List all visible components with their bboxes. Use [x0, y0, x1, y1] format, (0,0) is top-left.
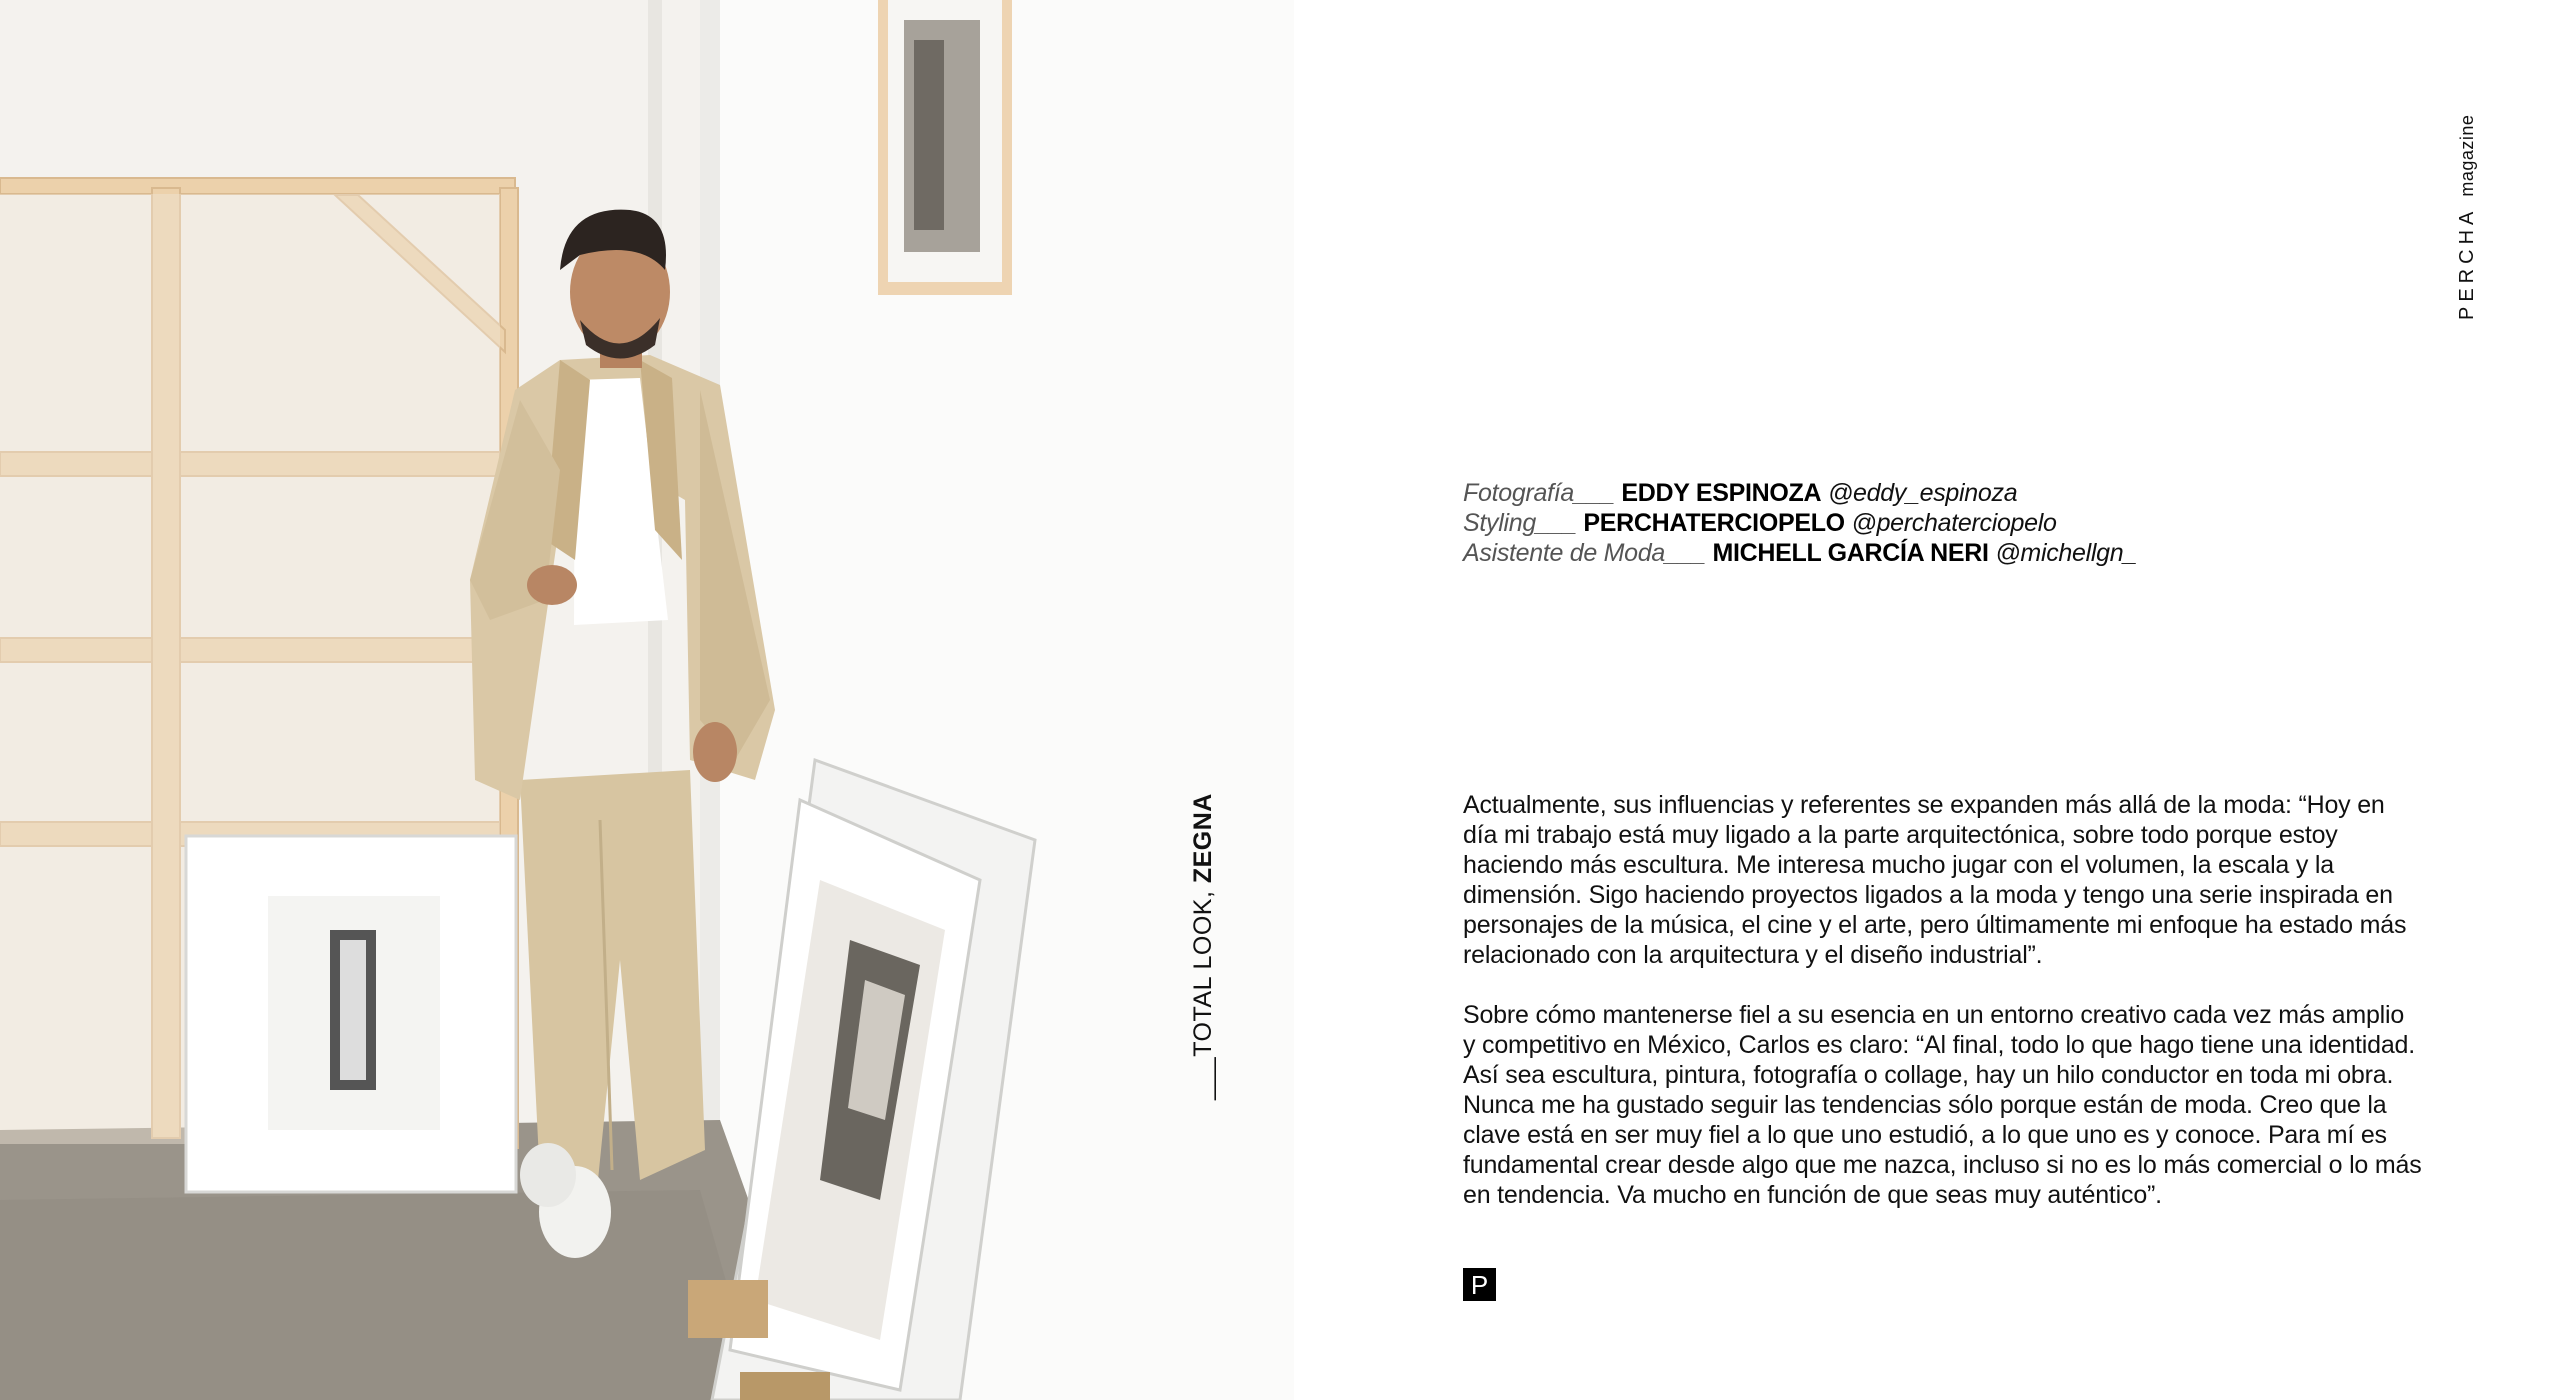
brand-name: PERCHA — [2456, 206, 2478, 320]
article-paragraph: Actualmente, sus influencias y referentes se expanden más allá de la moda: “Hoy en día mi trabajo está muy ligado a la parte arquitectónica, sobre todo porque estoy haciendo más escultura. Me interesa mucho jugar con el volumen, la escala y la dimensión. Sigo haciendo proyectos ligados a la moda y tengo una serie inspirada en personajes de la música, el cine y el arte, pero últimamente mi enfoque ha estado más relacionado con la arquitectura y el diseño industrial”. — [1463, 791, 2407, 969]
credit-handle: @eddy_espinoza — [1827, 479, 2018, 507]
article-paragraph: Sobre cómo mantenerse fiel a su esencia en un entorno creativo cada vez más amplio y competitivo en México, Carlos es claro: “Al final, todo lo que hago tiene una identidad. Así sea escultura, pintura, fotografía o collage, hay un hilo conductor en toda mi obra. Nunca me ha gustado seguir las tendencias sólo porque están de moda. Creo que la clave está en ser muy fiel a lo que uno estudió, a lo que uno es y conoce. Para mí es fundamental crear desde algo que me nazca, incluso si no es lo más comercial o lo más en tendencia. Va mucho en función de que seas muy auténtico”. — [1463, 1001, 2422, 1209]
credit-role: Fotografía___ — [1463, 479, 1615, 507]
credit-name: PERCHATERCIOPELO — [1583, 509, 1845, 537]
end-mark-icon: P — [1463, 1268, 1496, 1301]
caption-prefix: ___TOTAL LOOK, — [1189, 883, 1217, 1100]
framed-print-wall — [878, 0, 1012, 295]
magazine-brand — [2448, 110, 2488, 330]
credit-assistant — [1463, 538, 2363, 568]
framed-print-left — [186, 836, 516, 1192]
credit-role: Asistente de Moda___ — [1463, 539, 1706, 567]
credit-photography — [1463, 478, 2363, 508]
credit-role: Styling___ — [1463, 509, 1577, 537]
credit-name: EDDY ESPINOZA — [1621, 479, 1822, 507]
credit-name: MICHELL GARCÍA NERI — [1712, 539, 1989, 567]
caption-brand: ZEGNA — [1189, 793, 1217, 884]
credits-block — [1463, 478, 2363, 568]
photo-credit-caption — [1168, 793, 1217, 1100]
credit-handle: @perchaterciopelo — [1851, 509, 2057, 537]
article-body — [1463, 790, 2423, 1240]
brand-suffix: magazine — [2457, 114, 2477, 197]
credit-handle: @michellgn_ — [1995, 539, 2137, 567]
credit-styling — [1463, 508, 2363, 538]
